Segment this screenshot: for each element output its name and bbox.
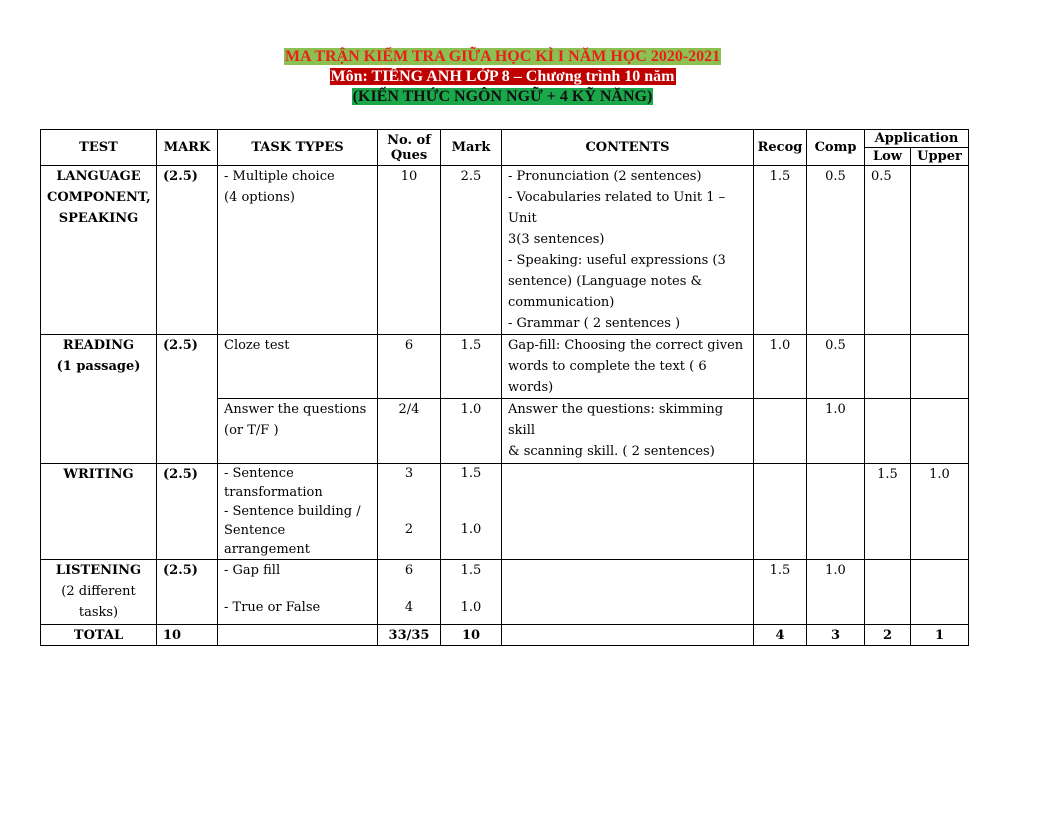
cell-contents [502,464,754,560]
cell-recog: 1.5 [754,560,807,625]
cell-low [865,399,911,464]
cell-low [865,335,911,399]
cell-comp: 1.0 [807,560,865,625]
cell-upper [911,166,969,335]
row-reading-cloze [41,335,969,399]
document-title-block [0,47,1005,107]
cell-mark-2: 1.5 1.0 [441,560,502,625]
cell-recog: 1.0 [754,335,807,399]
header-application: Application [865,130,969,148]
header-comp: Comp [807,130,865,166]
cell-upper: 1 [911,625,969,646]
row-language [41,166,969,335]
title-line-2: Môn: TIẾNG ANH LỚP 8 – Chương trình 10 năm [330,68,675,85]
cell-mark: 10 [157,625,218,646]
title-line-1: MA TRẬN KIỂM TRA GIỮA HỌC KÌ I NĂM HỌC 2020-2021 [284,48,721,65]
test-matrix-table [40,129,969,646]
cell-ques: 6 [378,335,441,399]
cell-low: 1.5 [865,464,911,560]
cell-task-type [218,625,378,646]
cell-low: 2 [865,625,911,646]
header-recog: Recog [754,130,807,166]
cell-mark-2: 1.0 [441,399,502,464]
cell-mark: (2.5) [157,335,218,464]
cell-contents [502,625,754,646]
row-writing [41,464,969,560]
cell-upper: 1.0 [911,464,969,560]
cell-comp: 0.5 [807,166,865,335]
cell-upper [911,399,969,464]
cell-ques: 33/35 [378,625,441,646]
cell-contents: Gap-fill: Choosing the correct given words to complete the text ( 6 words) [502,335,754,399]
cell-mark-2: 1.5 [441,335,502,399]
cell-task-type: - Gap fill - True or False [218,560,378,625]
cell-test: WRITING [41,464,157,560]
header-test: TEST [41,130,157,166]
cell-ques: 2/4 [378,399,441,464]
cell-mark: (2.5) [157,166,218,335]
cell-test: READING (1 passage) [41,335,157,464]
header-upper: Upper [911,148,969,166]
cell-test: TOTAL [41,625,157,646]
header-task-types: TASK TYPES [218,130,378,166]
header-mark: MARK [157,130,218,166]
cell-mark-2: 2.5 [441,166,502,335]
header-contents: CONTENTS [502,130,754,166]
cell-mark-2: 10 [441,625,502,646]
cell-recog: 1.5 [754,166,807,335]
cell-contents: - Pronunciation (2 sentences) - Vocabularies related to Unit 1 – Unit 3(3 sentences) - Speaking: useful expressions (3 sentence) (Language notes & communication) - Grammar ( 2 sentences ) [502,166,754,335]
cell-recog: 4 [754,625,807,646]
cell-test: LISTENING (2 different tasks) [41,560,157,625]
cell-mark: (2.5) [157,464,218,560]
cell-low: 0.5 [865,166,911,335]
cell-upper [911,560,969,625]
cell-comp: 0.5 [807,335,865,399]
cell-low [865,560,911,625]
cell-test: LANGUAGE COMPONENT, SPEAKING [41,166,157,335]
cell-ques: 6 4 [378,560,441,625]
header-low: Low [865,148,911,166]
row-total [41,625,969,646]
cell-ques: 3 2 [378,464,441,560]
cell-comp [807,464,865,560]
cell-contents: Answer the questions: skimming skill & scanning skill. ( 2 sentences) [502,399,754,464]
cell-ques: 10 [378,166,441,335]
title-line-3: (KIẾN THỨC NGÔN NGỮ + 4 KỸ NĂNG) [352,88,653,105]
cell-task-type: - Sentence transformation - Sentence building / Sentence arrangement [218,464,378,560]
header-row [41,130,969,148]
cell-recog [754,399,807,464]
cell-upper [911,335,969,399]
cell-task-type: - Multiple choice (4 options) [218,166,378,335]
cell-contents [502,560,754,625]
row-listening [41,560,969,625]
cell-comp: 3 [807,625,865,646]
header-mark-2: Mark [441,130,502,166]
header-no-of-ques: No. of Ques [378,130,441,166]
cell-task-type: Cloze test [218,335,378,399]
cell-recog [754,464,807,560]
cell-mark-2: 1.5 1.0 [441,464,502,560]
cell-mark: (2.5) [157,560,218,625]
cell-comp: 1.0 [807,399,865,464]
cell-task-type: Answer the questions (or T/F ) [218,399,378,464]
